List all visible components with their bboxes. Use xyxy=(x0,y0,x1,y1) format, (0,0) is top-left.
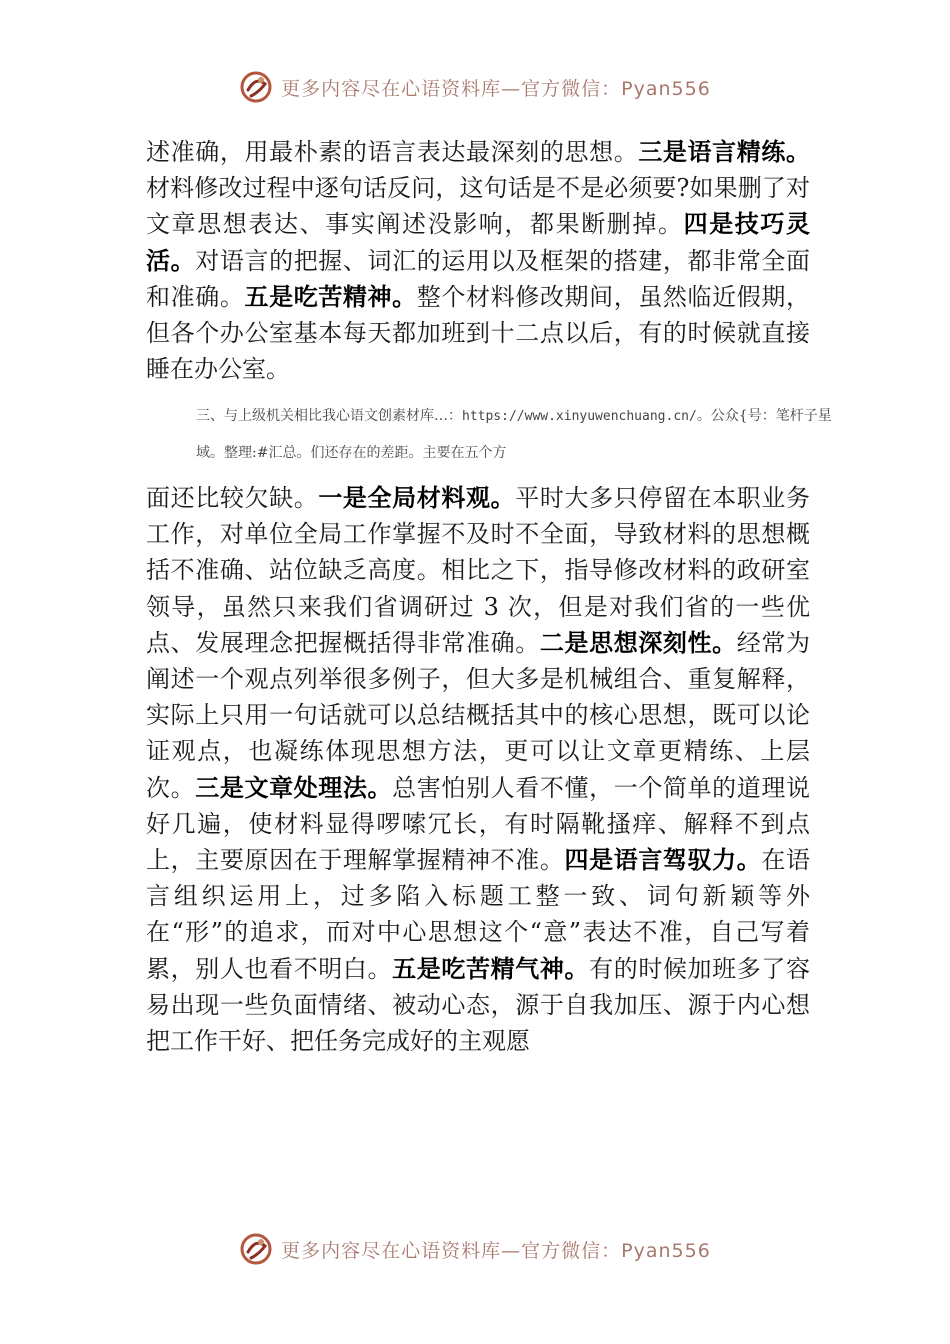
inserted-note xyxy=(196,398,836,471)
header-banner-text xyxy=(281,74,711,101)
para2-heading-5: 五是吃苦精气神。 xyxy=(392,954,590,983)
note-url: https://www.xinyuwenchuang.cn/ xyxy=(462,409,697,424)
footer-banner-text xyxy=(281,1236,711,1263)
para1-text-3: 对语言的把握、词汇的运用以及框架的搭建，都非常全面和准确。 xyxy=(146,246,811,311)
para2-heading-1: 一是全局材料观。 xyxy=(318,484,516,512)
para1-text-2: 材料修改过程中逐句话反问，这句话是不是必须要?如果删了对文章思想表达、事实阐述没影响，都果断删掉。 xyxy=(146,174,810,239)
header-banner-wechat-id: Pyan556 xyxy=(621,77,711,100)
para2-heading-4: 四是语言驾驭力。 xyxy=(564,846,762,875)
header-banner-label: 更多内容尽在心语资料库—官方微信： xyxy=(281,77,622,100)
header-banner xyxy=(0,70,950,104)
para1-heading-3: 三是语言精练。 xyxy=(638,138,811,166)
para2-text-6: 有的时候加班多了容易出现一些负面情绪、被动心态，源于自我加压、源于内心想把工作干好、把任务完成好的主观愿 xyxy=(146,954,811,1056)
para1-heading-4: 四是技巧灵活。 xyxy=(146,210,811,275)
para2-heading-2: 二是思想深刻性。 xyxy=(539,628,737,657)
para2-text-2: 平时大多只停留在本职业务工作，对单位全局工作掌握不及时不全面，导致材料的思想概括不准确、站位缺乏高度。相比之下，指导修改材料的政研室领导，虽然只来我们省调研过 3 次，但是对我们省的一些优点、发展理念把握概括得非常准确。 xyxy=(146,484,811,657)
note-text-2: 。公众{号：笔杆子星域。整理:#汇总。们还存在的差距。主要在五个方 xyxy=(196,408,832,461)
footer-banner xyxy=(0,1232,950,1266)
note-text-1: 三、与上级机关相比我心语文创素材库…： xyxy=(196,408,462,424)
paragraph-1 xyxy=(146,134,810,387)
paragraph-2 xyxy=(146,480,810,1059)
para1-text-1: 述准确，用最朴素的语言表达最深刻的思想。 xyxy=(146,138,639,166)
para1-heading-5: 五是吃苦精神。 xyxy=(244,282,417,311)
footer-banner-wechat-id: Pyan556 xyxy=(621,1239,711,1262)
para2-text-5: 在语言组织运用上，过多陷入标题工整一致、词句新颖等外在“形”的追求，而对中心思想这个“意”表达不准，自己写着累，别人也看不明白。 xyxy=(146,846,811,983)
para2-text-4: 总害怕别人看不懂，一个简单的道理说好几遍，使材料显得啰嗦冗长，有时隔靴搔痒、解释不到点上，主要原因在于理解掌握精神不准。 xyxy=(146,773,811,875)
brand-logo-icon xyxy=(239,70,273,104)
para2-text-1: 面还比较欠缺。 xyxy=(146,484,319,512)
para2-text-3: 经常为阐述一个观点列举很多例子，但大多是机械组合、重复解释，实际上只用一句话就可以总结概括其中的核心思想，既可以论证观点，也凝练体现思想方法，更可以让文章更精练、上层次。 xyxy=(146,628,811,802)
para1-text-4: 整个材料修改期间，虽然临近假期，但各个办公室基本每天都加班到十二点以后，有的时候就直接睡在办公室。 xyxy=(146,282,811,384)
footer-banner-label: 更多内容尽在心语资料库—官方微信： xyxy=(281,1239,622,1262)
brand-logo-icon xyxy=(239,1232,273,1266)
para2-heading-3: 三是文章处理法。 xyxy=(195,773,393,802)
